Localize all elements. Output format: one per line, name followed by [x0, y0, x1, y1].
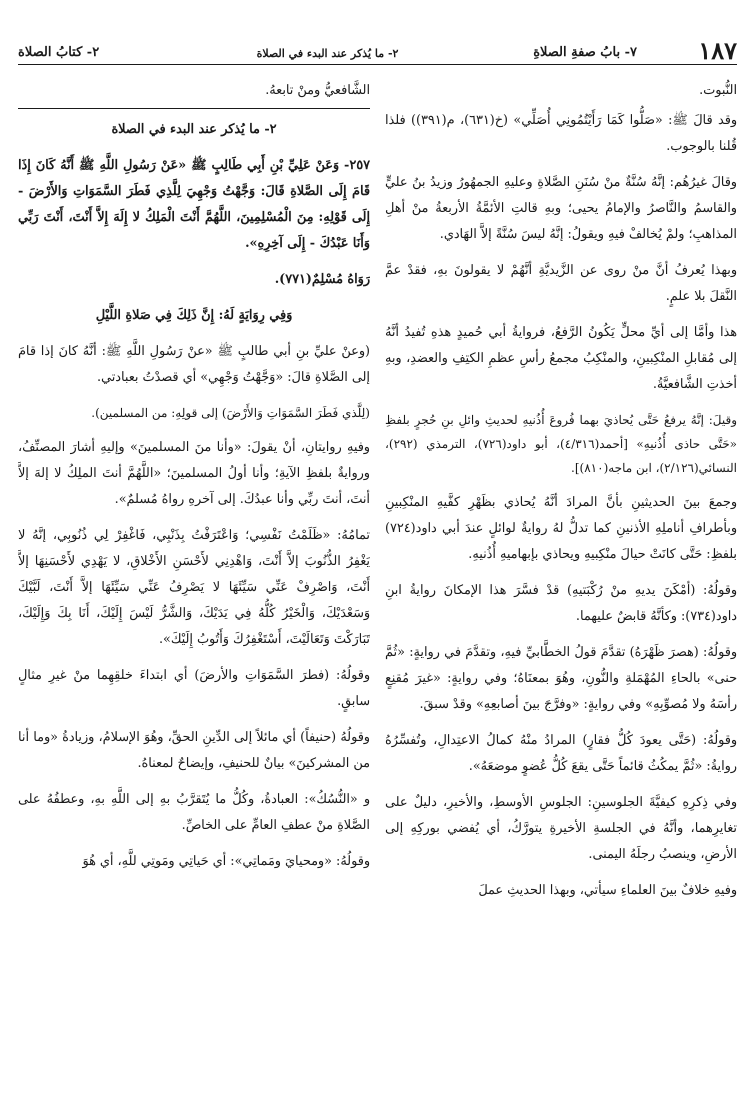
paragraph: النُّبوت.: [699, 83, 737, 98]
page-header: [18, 38, 737, 65]
paragraph: وقد قالَ ﷺ: «صَلُّوا كَمَا رَأَيْتُمُونِي أُصَلِّي» (خ(٦٣١)، م(٣٩١)) فلذا قُلنا بالوجوب.: [385, 113, 737, 154]
chapter-title: ٧- بابُ صفةِ الصلاةِ: [533, 45, 637, 60]
divider: [18, 108, 370, 109]
book-title: ٢- كتابُ الصلاة: [18, 45, 100, 60]
right-column: [385, 78, 737, 1083]
paragraph: وبهذا يُعرفُ أنَّ منْ روى عن الزَّيديَّةِ أنَّهُمْ لا يقولونَ بهِ، فقدْ عمَّ النَّقلَ بلا علمٍ.: [385, 263, 737, 304]
paragraph: الشَّافعيُّ ومنْ تابعهُ.: [265, 83, 370, 98]
narration-note: وَفِي رِوَايَةٍ لَهُ: إِنَّ ذَلِكَ فِي صَلاةِ اللَّيْلِ: [95, 308, 293, 323]
paragraph: وقيلَ: إنَّهُ يرفعُ حَتَّى يُحاذيَ بهما فُروعَ أُذُنيهِ لحديثِ وائلِ بنِ حُجرٍ بلفظِ «حَتَّى حاذى أُذُنيهِ» [أحمد(٤/٣١٦)، أبو داود(٧٢٦)، الترمذي (٢٩٢)، النسائي(٢/١٢٦)، ابن ماجه(٨١٠)].: [385, 413, 737, 475]
paragraph: وفيهِ خلافٌ بينَ العلماءِ سيأتي، وبهذا الحديثِ عملَ: [478, 883, 737, 898]
paragraph: وقولُهُ: (فطرَ السَّمَوَاتِ والأرضَ) أي ابتداءَ خلقِهِما منْ غيرِ مثالٍ سابقٍ.: [18, 668, 370, 709]
paragraph: وفيهِ روايتانِ، أنْ يقولَ: «وأنا منَ المسلمينَ» وإليهِ أشارَ المصنِّفُ، وروايةٌ بلفظِ الآيةِ؛ وأنا أولُ المسلمينَ؛ «اللَّهُمَّ أنتَ الملِكُ لا إلهَ إلاَّ أنتَ، أنتَ ربِّي وأنا عبدُكَ. إلى آخرهِ رواهُ مُسلمٌ».: [18, 440, 370, 507]
paragraph: وقولُهُ: (حَتَّى يعودَ كُلُّ فقارٍ) المرادُ منْهُ كمالُ الاعتِدالِ، وتُفسِّرُهُ روايةُ: «ثُمَّ يمكُثُ قائماً حَتَّى يقعَ كُلُّ عُضوٍ موضعَهُ».: [385, 733, 737, 774]
paragraph: وقولُهُ: (أمْكَنَ يديهِ منْ رُكْبَتيهِ) قدْ فسَّرَ هذا الإمكانَ روايةُ ابنِ داود(٧٣٤): وكأنَّهُ قابضٌ عليهما.: [385, 583, 737, 624]
paragraph: تمامُهُ: «ظَلَمْتُ نَفْسِي؛ وَاعْتَرَفْتُ بِذَنْبِي، فَاغْفِرْ لِي ذُنُوبِي، إنَّهُ لا يَغْفِرُ الذُّنُوبَ إلاَّ أَنْتَ، وَاهْدِنِي لأَحْسَنِ الأَخْلاقِ، لا يَهْدِي لأَحْسَنِهَا إلاَّ أَنْتَ، وَاصْرِفْ عَنِّي سَيِّئَهَا لا يَصْرِفُ عَنِّي سَيِّئَهَا إلاَّ أَنْتَ، لَبَّيْكَ وَسَعْدَيْكَ، وَالْخَيْرُ كُلُّهُ فِي يَدَيْكَ، وَالشَّرُّ لَيْسَ إِلَيْكَ، أَنَا بِكَ وَإِلَيْكَ، تَبَارَكْتَ وَتَعَالَيْتَ، أَسْتَغْفِرُكَ وَأَتُوبُ إِلَيْكَ».: [18, 528, 370, 647]
hadith-reference: رَوَاهُ مُسْلِمٌ(٧٧١).: [274, 272, 370, 287]
left-column: [18, 78, 370, 1083]
paragraph: هذا وأمَّا إلى أيِّ محلٍّ يَكُونُ الرَّفعُ، فروايةُ أبي حُميدٍ هذهِ تُفيدُ أنَّهُ إلى مُقابلِ المنْكِبينِ، والمنْكِبُ مجمعُ رأسِ عظمِ الكتِفِ والعضدِ، وبهِ أخذتِ الشَّافعيَّةُ.: [385, 325, 737, 392]
section-running-title: ٢- ما يُذكر عند البدء في الصلاة: [256, 47, 399, 60]
section-heading: ٢- ما يُذكر عند البدء في الصلاة: [111, 122, 277, 137]
paragraph: وجمعَ بينَ الحديثينِ بأنَّ المرادَ أنَّهُ يُحاذي بظَهْرِ كفَّيهِ المنْكِبينِ وبأطرافِ أناملِهِ الأذنينِ كما تدلُّ لهُ روايةٌ لوائلٍ عندَ أبي داود(٧٢٤) بلفظِ: حَتَّى كانَتْ حيالَ منْكِبيهِ ويحاذي بإبهاميهِ أُذُنيهِ.: [385, 495, 737, 562]
paragraph: و «النُّسُكُ»: العبادةُ، وكُلُّ ما يُتَقرَّبُ بهِ إلى اللَّهِ بهِ، وعطفُهُ على الصَّلاةِ منْ عطفِ العامِّ على الخاصِّ.: [18, 792, 370, 833]
paragraph: وقولُهُ (حنيفاً) أي مائلاً إلى الدِّينِ الحقِّ، وهُوَ الإسلامُ، وزيادةُ «وما أنا من المشركينَ» بيانٌ للحنيفِ، وإيضاحٌ لمعناهُ.: [18, 730, 370, 771]
paragraph: وفي ذِكرِهِ كيفيَّةَ الجلوسينِ: الجلوسِ الأوسطِ، والأخيرِ، دليلٌ على تغايرِهما، وأنَّهُ في الجلسةِ الأخيرةِ يتورَّكُ، أي يُفضي بوركِهِ إلى الأرضِ، وينصبُ رجلَهُ اليمنى.: [385, 795, 737, 862]
paragraph: (وعنْ عليِّ بنِ أبي طالبٍ ﷺ «عنْ رَسُولِ اللَّهِ ﷺ: أنَّهُ كانَ إذا قامَ إلى الصَّلاةِ قالَ: «وَجَّهْتُ وَجْهِي» أي قصدْتُ بعبادتي.: [18, 344, 370, 385]
paragraph: (لِلَّذي فَطَرَ السَّمَوَاتِ وَالأَرْضَ) إلى قولِهِ: من المسلمين).: [91, 406, 370, 420]
paragraph: وقالَ غيرُهُم: إنَّهُ سُنَّةٌ منْ سُنَنِ الصَّلاةِ وعليهِ الجمهُورُ وزيدُ بنُ عليٍّ والقاسمُ والنَّاصرُ والإمامُ يحيى؛ وبهِ قالتِ الأئمَّةُ الأربعةُ منْ أهلِ المذاهبِ؛ ولمْ يُخالفْ فيهِ ويقولُ: إنَّهُ ليسَ سُنَّةً إلاَّ الهَادي.: [385, 175, 737, 242]
paragraph: وقولُهُ: (هصرَ ظَهْرَهُ) تقدَّمَ قولُ الخطَّابيِّ فيهِ، وتقدَّمَ في روايةٍ: «ثُمَّ حنى» بالحاءِ المُهْمَلةِ والنُّونِ، وهُوَ بمعنَاهُ؛ وفي روايةٍ: «غيرَ مُقنِعٍ رأسَهُ ولا مُصوِّبِهِ» وفي روايةٍ: «وفرَّجَ بينَ أصابعِهِ» وقدْ سبقَ.: [385, 645, 737, 712]
hadith-text: ٢٥٧- وَعَنْ عَلِيِّ بْنِ أَبِي طَالِبٍ ﷺ «عَنْ رَسُولِ اللَّهِ ﷺ أَنَّهُ كَانَ إِذَا قَامَ إِلَى الصَّلاةِ قَالَ: وَجَّهْتُ وَجْهِيَ لِلَّذِي فَطَرَ السَّمَوَاتِ وَالأَرْضَ - إِلَى قَوْلِهِ: مِنَ الْمُسْلِمِينَ، اللَّهُمَّ أَنْتَ الْمَلِكُ لا إِلَهَ إِلاَّ أَنْتَ، أَنْتَ رَبِّي وَأَنَا عَبْدُكَ - إِلَى آخِرِهِ».: [18, 158, 370, 251]
page-number: ١٨٧: [698, 36, 737, 65]
paragraph: وقولُهُ: «ومحيايَ ومَماتِي»: أي حَياتِي ومَوتِي للَّهِ، أي هُوَ: [82, 854, 370, 869]
